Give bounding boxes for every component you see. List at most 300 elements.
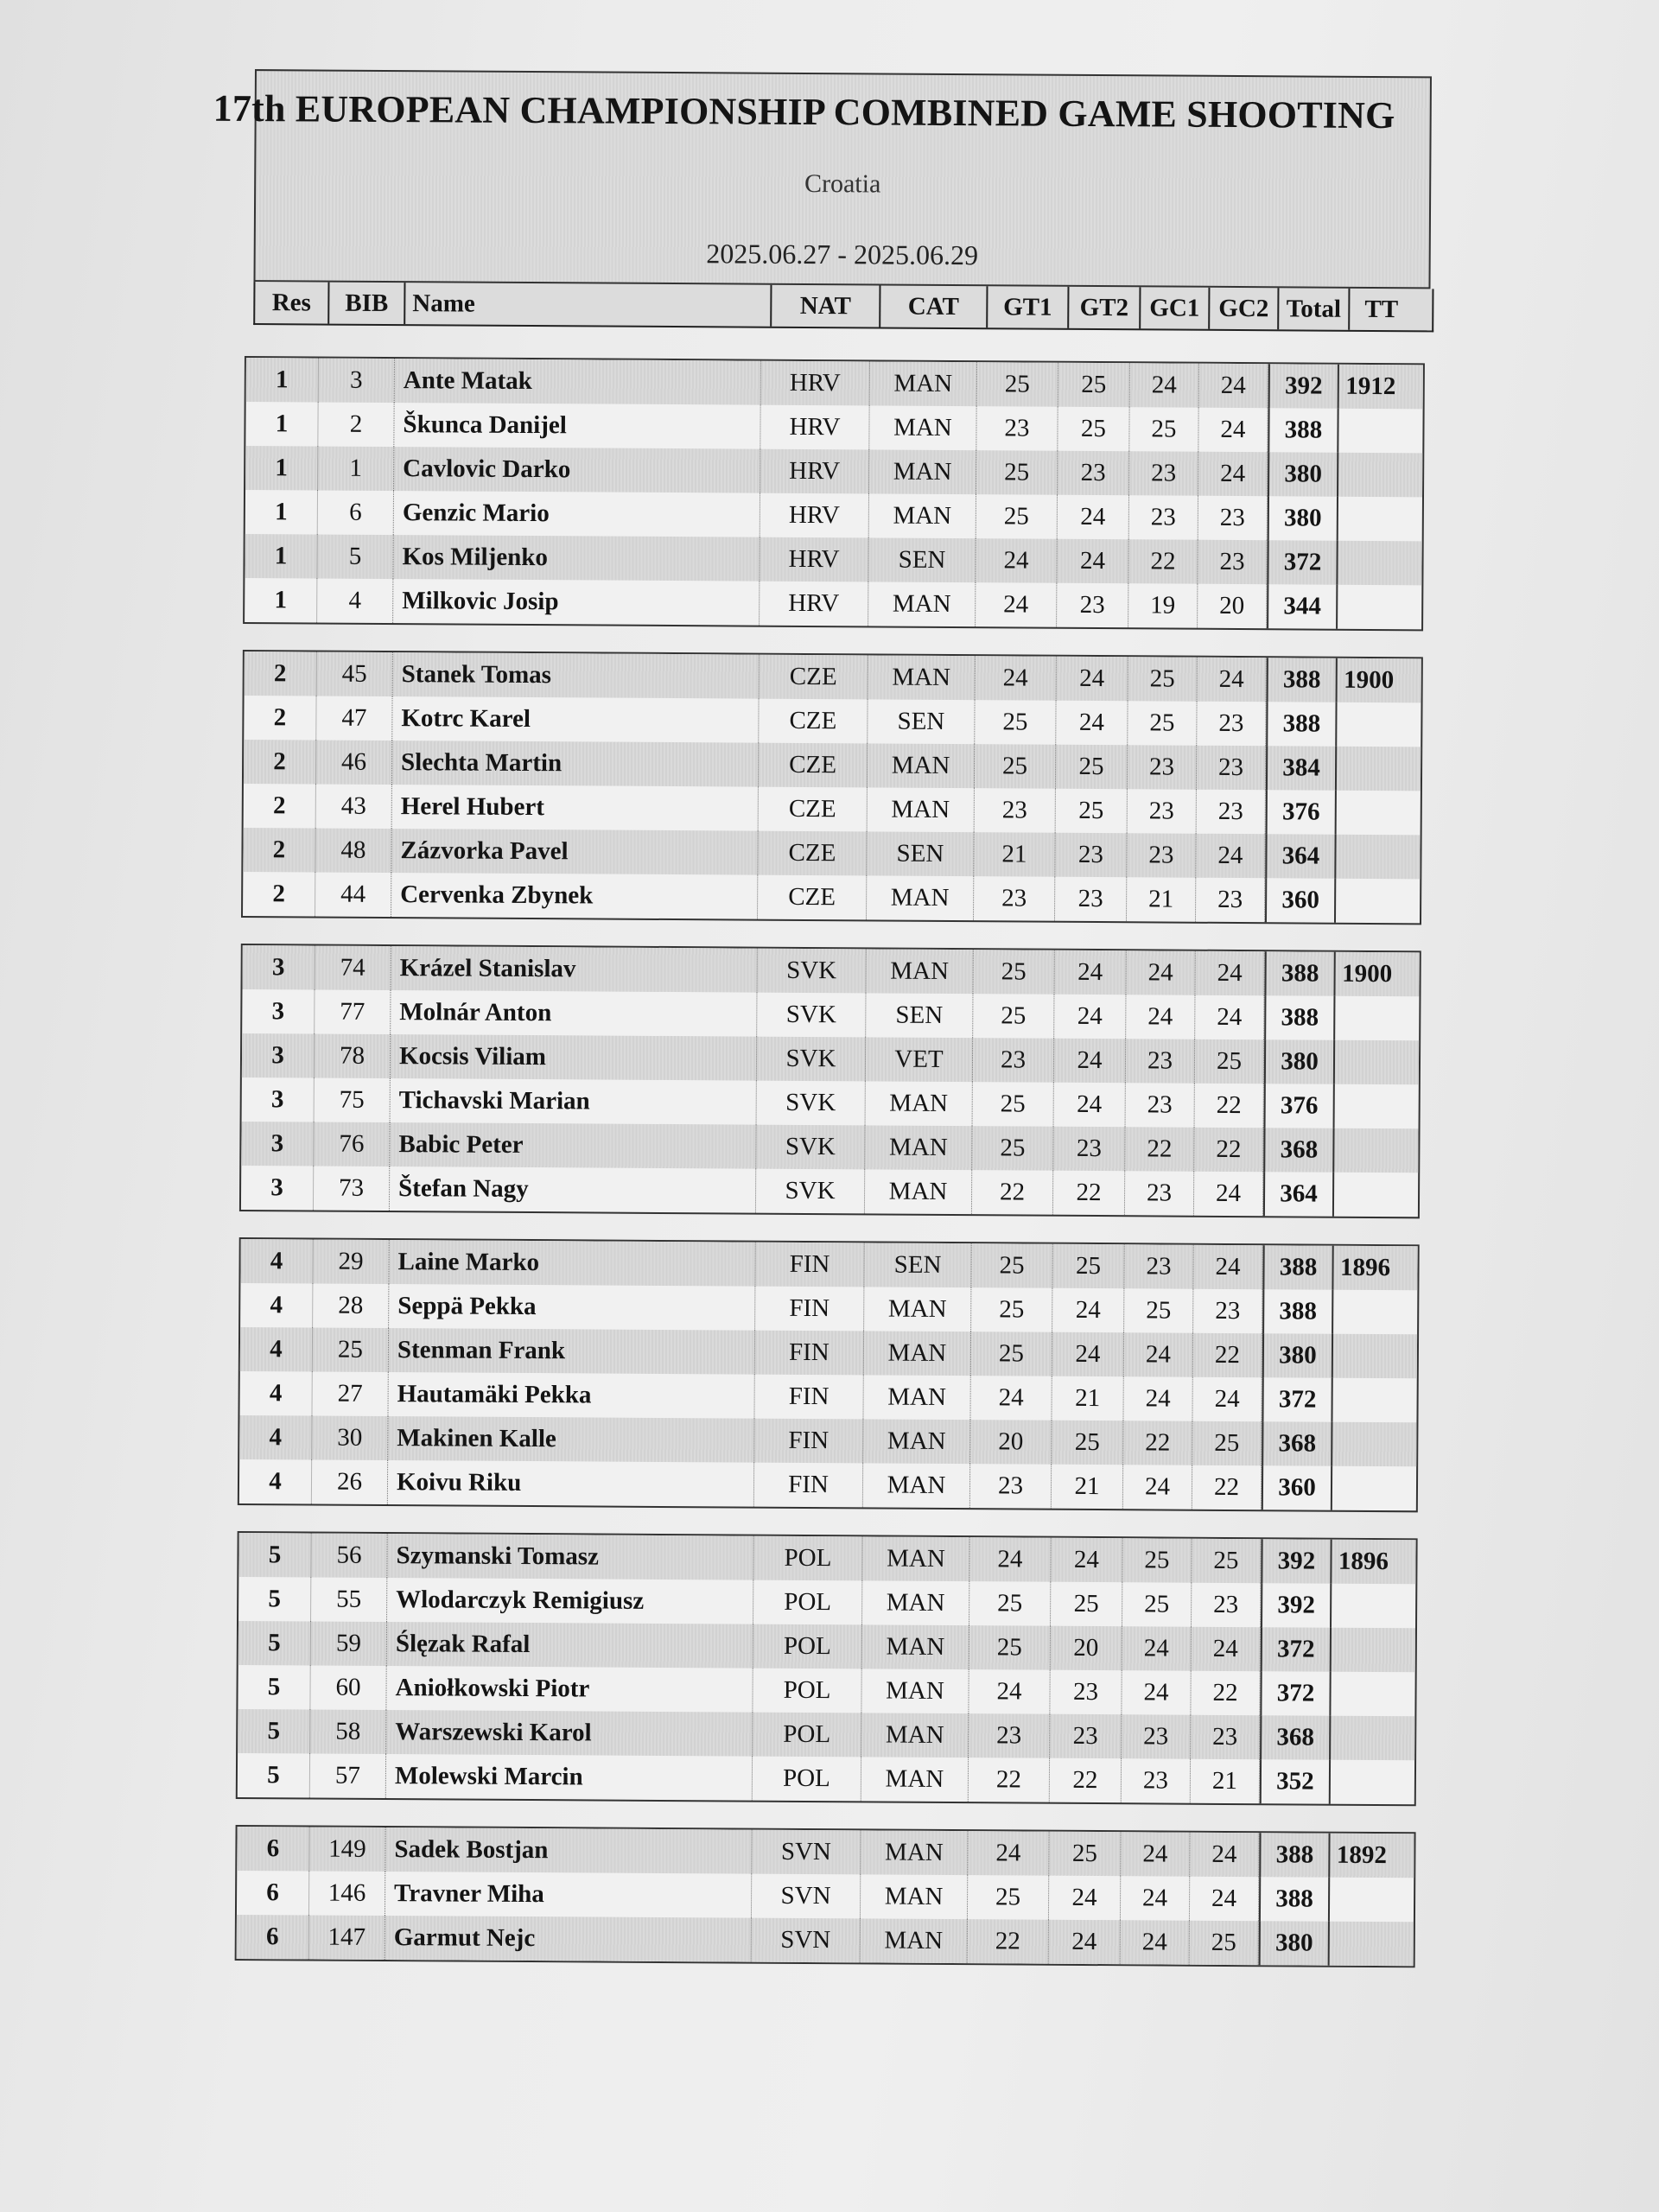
- gt1-cell: 25: [973, 1082, 1054, 1127]
- cat-cell: MAN: [862, 1536, 969, 1581]
- bib-cell: 149: [309, 1827, 385, 1872]
- table-row: [238, 1753, 1414, 1804]
- bib-cell: 43: [316, 785, 392, 830]
- gc1-cell: 25: [1128, 701, 1197, 745]
- gt1-cell: 25: [972, 1126, 1053, 1171]
- table-row: [238, 1577, 1415, 1628]
- table-row: [245, 402, 1422, 453]
- bib-cell: 47: [316, 696, 392, 741]
- gt2-cell: 25: [1052, 1244, 1124, 1289]
- total-cell: 372: [1260, 1671, 1331, 1716]
- nat-cell: SVK: [757, 1037, 866, 1082]
- team-total-cell: [1331, 1716, 1394, 1760]
- res-cell: 2: [244, 696, 316, 741]
- bib-cell: 76: [314, 1122, 390, 1167]
- team-total-cell: [1335, 1040, 1398, 1084]
- bib-cell: 146: [309, 1871, 385, 1916]
- gc2-cell: 22: [1193, 1333, 1262, 1377]
- res-cell: 3: [241, 1122, 314, 1166]
- gc2-cell: 24: [1198, 452, 1268, 496]
- bib-cell: 46: [316, 741, 392, 785]
- total-cell: 388: [1264, 995, 1335, 1039]
- total-cell: 360: [1262, 1465, 1332, 1510]
- cat-cell: MAN: [869, 405, 976, 450]
- gt1-cell: 23: [974, 876, 1055, 921]
- cat-cell: MAN: [862, 1624, 969, 1669]
- team-group: [235, 1825, 1416, 1967]
- name-cell: Molewski Marcin: [386, 1754, 753, 1801]
- table-row: [244, 784, 1421, 835]
- team-total-cell: [1333, 1290, 1396, 1334]
- team-total-cell: 1900: [1342, 959, 1393, 988]
- gc1-cell: 23: [1128, 745, 1197, 789]
- res-cell: 5: [238, 1533, 311, 1578]
- cat-cell: VET: [866, 1037, 973, 1082]
- gt2-cell: 24: [1057, 657, 1128, 702]
- res-cell: 1: [245, 578, 317, 623]
- cat-cell: MAN: [869, 493, 976, 538]
- nat-cell: CZE: [758, 875, 867, 920]
- total-cell: 380: [1259, 1921, 1330, 1965]
- table-row: [239, 1459, 1416, 1510]
- name-cell: Tichavski Marian: [391, 1078, 757, 1125]
- gt1-cell: 24: [976, 538, 1057, 583]
- cat-cell: MAN: [865, 1169, 972, 1214]
- cat-cell: MAN: [864, 1287, 971, 1332]
- gt1-cell: 25: [975, 700, 1056, 745]
- gt1-cell: 25: [969, 1625, 1051, 1670]
- bib-cell: 74: [315, 946, 391, 991]
- cat-cell: MAN: [861, 1830, 968, 1875]
- gt2-cell: 25: [1058, 407, 1129, 452]
- column-header-gc1: GC1: [1141, 287, 1210, 328]
- cat-cell: MAN: [861, 1669, 969, 1713]
- gc2-cell: 24: [1193, 1245, 1262, 1289]
- gc2-cell: 21: [1191, 1759, 1260, 1803]
- total-cell: 364: [1265, 834, 1336, 878]
- bib-cell: 48: [315, 829, 391, 874]
- team-total-cell: [1332, 1422, 1395, 1466]
- gc2-cell: 22: [1192, 1465, 1262, 1510]
- gc2-cell: 24: [1198, 408, 1268, 452]
- bib-cell: 147: [309, 1915, 385, 1960]
- gt1-cell: 25: [969, 1581, 1051, 1626]
- total-cell: 388: [1262, 1245, 1333, 1289]
- column-header-nat: NAT: [772, 285, 880, 327]
- res-cell: 1: [245, 490, 318, 535]
- gc2-cell: 24: [1196, 834, 1265, 878]
- name-cell: Aniołkowski Piotr: [386, 1666, 753, 1713]
- name-cell: Warszewski Karol: [386, 1710, 753, 1757]
- gc1-cell: 24: [1121, 1920, 1190, 1964]
- bib-cell: 59: [311, 1621, 387, 1666]
- team-total-cell: [1331, 1760, 1394, 1804]
- gc2-cell: 24: [1199, 364, 1268, 408]
- event-dates: 2025.06.27 - 2025.06.29: [706, 238, 979, 271]
- team-group: [241, 650, 1423, 925]
- gt2-cell: 25: [1051, 1582, 1122, 1627]
- table-row: [238, 1709, 1414, 1760]
- res-cell: 4: [240, 1327, 313, 1372]
- total-cell: 352: [1260, 1759, 1331, 1804]
- team-total-cell: [1337, 791, 1400, 835]
- gc2-cell: 24: [1194, 1172, 1263, 1216]
- team-total-cell: [1337, 747, 1400, 791]
- column-header-name: Name: [405, 283, 772, 327]
- res-cell: 5: [238, 1709, 310, 1754]
- gc1-cell: 24: [1121, 1832, 1190, 1876]
- nat-cell: POL: [753, 1669, 861, 1713]
- team-group: [236, 1531, 1418, 1806]
- gt1-cell: 23: [973, 1038, 1054, 1083]
- gc2-cell: 24: [1190, 1877, 1259, 1921]
- res-cell: 6: [237, 1915, 309, 1960]
- team-total-cell: 1892: [1336, 1840, 1387, 1870]
- nat-cell: SVK: [756, 1169, 865, 1214]
- nat-cell: SVN: [752, 1874, 861, 1919]
- gc2-cell: 23: [1192, 1583, 1261, 1627]
- name-cell: Wlodarczyk Remigiusz: [387, 1578, 753, 1624]
- gt2-cell: 23: [1050, 1670, 1122, 1715]
- team-group: [239, 944, 1421, 1218]
- gc2-cell: 25: [1190, 1921, 1259, 1965]
- gc2-cell: 23: [1198, 496, 1268, 540]
- name-cell: Travner Miha: [385, 1872, 752, 1918]
- name-cell: Szymanski Tomasz: [387, 1534, 753, 1580]
- gt2-cell: 24: [1054, 1039, 1126, 1084]
- gc2-cell: 22: [1195, 1084, 1264, 1128]
- name-cell: Cavlovic Darko: [394, 447, 760, 493]
- team-total-cell: [1330, 1922, 1393, 1966]
- gc1-cell: 24: [1123, 1376, 1192, 1421]
- nat-cell: SVK: [757, 993, 866, 1038]
- bib-cell: 57: [310, 1753, 386, 1798]
- name-cell: Ante Matak: [395, 359, 761, 405]
- name-cell: Seppä Pekka: [389, 1284, 755, 1331]
- table-row: [245, 578, 1421, 629]
- table-row: [242, 1033, 1419, 1084]
- gt1-cell: 25: [971, 1287, 1052, 1332]
- nat-cell: FIN: [754, 1419, 863, 1464]
- gt2-cell: 24: [1056, 701, 1128, 746]
- gc1-cell: 25: [1129, 407, 1198, 451]
- total-cell: 368: [1262, 1421, 1332, 1466]
- gc1-cell: 23: [1127, 833, 1196, 877]
- total-cell: 368: [1260, 1715, 1331, 1760]
- name-cell: Zázvorka Pavel: [391, 829, 758, 875]
- event-country: Croatia: [804, 168, 881, 199]
- gt1-cell: 24: [976, 656, 1057, 701]
- table-row: [242, 1077, 1419, 1128]
- gc2-cell: 23: [1193, 1289, 1262, 1333]
- team-total-cell: [1338, 541, 1401, 585]
- team-total-cell: [1338, 497, 1402, 541]
- table-row: [242, 989, 1419, 1040]
- name-cell: Genzic Mario: [394, 491, 760, 537]
- gt1-cell: 25: [976, 494, 1058, 539]
- table-row: [239, 1371, 1416, 1422]
- nat-cell: CZE: [758, 831, 867, 876]
- nat-cell: FIN: [755, 1243, 864, 1287]
- team-total-cell: [1336, 879, 1399, 923]
- gc1-cell: 23: [1125, 1171, 1194, 1215]
- table-row: [244, 740, 1421, 791]
- table-row: [240, 1239, 1417, 1290]
- gt1-cell: 23: [970, 1464, 1052, 1509]
- table-row: [244, 696, 1421, 747]
- nat-cell: CZE: [759, 787, 868, 832]
- res-cell: 1: [245, 402, 318, 447]
- gc1-cell: 23: [1129, 495, 1198, 539]
- cat-cell: MAN: [862, 1580, 969, 1625]
- name-cell: Koivu Riku: [388, 1460, 754, 1507]
- team-total-cell: [1332, 1466, 1395, 1510]
- team-total-cell: [1332, 1584, 1395, 1628]
- gc2-cell: 24: [1198, 658, 1267, 702]
- nat-cell: HRV: [760, 449, 869, 494]
- table-row: [237, 1827, 1414, 1878]
- gc2-cell: 22: [1191, 1671, 1260, 1715]
- gt2-cell: 20: [1051, 1626, 1122, 1671]
- total-cell: 376: [1266, 790, 1337, 834]
- name-cell: Stanek Tomas: [393, 652, 760, 699]
- nat-cell: HRV: [760, 405, 869, 450]
- total-cell: 384: [1266, 746, 1337, 790]
- results-sheet: [213, 69, 1434, 1993]
- res-cell: 2: [244, 740, 316, 785]
- table-row: [243, 828, 1420, 879]
- cat-cell: MAN: [869, 449, 976, 494]
- gc1-cell: 24: [1130, 363, 1199, 407]
- res-cell: 4: [240, 1283, 313, 1328]
- bib-cell: 55: [311, 1577, 387, 1622]
- team-total-cell: 1900: [1344, 665, 1395, 695]
- total-cell: 372: [1262, 1377, 1332, 1422]
- cat-cell: MAN: [868, 655, 976, 700]
- team-total-cell: [1335, 996, 1398, 1040]
- nat-cell: FIN: [754, 1463, 863, 1508]
- bib-cell: 44: [315, 873, 391, 918]
- table-row: [241, 1166, 1418, 1217]
- team-total-cell: [1338, 453, 1402, 497]
- cat-cell: SEN: [866, 993, 973, 1038]
- table-row: [245, 490, 1422, 541]
- cat-cell: MAN: [868, 787, 975, 832]
- total-cell: 368: [1263, 1128, 1334, 1173]
- name-cell: Kocsis Viliam: [391, 1034, 757, 1081]
- gc2-cell: 24: [1192, 1627, 1261, 1671]
- team-total-cell: [1332, 1378, 1395, 1422]
- gc1-cell: 24: [1121, 1876, 1190, 1920]
- gt2-cell: 25: [1056, 789, 1128, 834]
- bib-cell: 4: [317, 579, 393, 624]
- gc2-cell: 24: [1195, 995, 1264, 1039]
- cat-cell: MAN: [868, 582, 976, 626]
- total-cell: 392: [1268, 364, 1339, 408]
- team-total-cell: 1912: [1345, 372, 1396, 401]
- bib-cell: 1: [318, 447, 394, 492]
- bib-cell: 6: [318, 491, 394, 536]
- gt1-cell: 25: [976, 450, 1058, 495]
- total-cell: 372: [1261, 1627, 1332, 1672]
- name-cell: Makinen Kalle: [388, 1416, 754, 1463]
- gt1-cell: 21: [974, 832, 1055, 877]
- cat-cell: MAN: [867, 875, 974, 920]
- gt2-cell: 22: [1050, 1758, 1122, 1803]
- bib-cell: 27: [312, 1371, 388, 1416]
- gt1-cell: 25: [977, 362, 1058, 407]
- table-row: [245, 446, 1422, 497]
- gt1-cell: 25: [971, 1243, 1052, 1288]
- team-total-cell: [1334, 1128, 1397, 1173]
- gt2-cell: 24: [1057, 539, 1128, 584]
- res-cell: 2: [243, 872, 315, 917]
- name-cell: Sadek Bostjan: [385, 1827, 752, 1874]
- bib-cell: 73: [314, 1166, 390, 1211]
- gt2-cell: 23: [1057, 583, 1128, 628]
- column-header-total: Total: [1279, 288, 1350, 330]
- gt2-cell: 22: [1053, 1171, 1125, 1216]
- cat-cell: MAN: [863, 1463, 970, 1508]
- gt2-cell: 24: [1051, 1538, 1122, 1583]
- name-cell: Stenman Frank: [389, 1328, 755, 1375]
- table-row: [238, 1665, 1414, 1716]
- name-cell: Ślęzak Rafal: [387, 1622, 753, 1669]
- table-row: [237, 1871, 1414, 1922]
- table-row: [240, 1283, 1417, 1334]
- total-cell: 380: [1268, 496, 1338, 540]
- nat-cell: HRV: [760, 537, 868, 582]
- table-row: [245, 652, 1421, 702]
- team-total-cell: [1337, 702, 1400, 747]
- name-cell: Hautamäki Pekka: [388, 1372, 754, 1419]
- res-cell: 2: [244, 784, 316, 829]
- nat-cell: SVN: [752, 1830, 861, 1875]
- res-cell: 4: [239, 1459, 312, 1504]
- cat-cell: SEN: [868, 537, 976, 582]
- res-cell: 5: [238, 1753, 310, 1798]
- nat-cell: FIN: [754, 1375, 863, 1420]
- total-cell: 364: [1263, 1172, 1334, 1216]
- team-total-cell: [1335, 1084, 1398, 1128]
- gt2-cell: 23: [1050, 1714, 1122, 1759]
- table-row: [238, 1621, 1415, 1672]
- gt2-cell: 24: [1058, 495, 1129, 540]
- gt2-cell: 25: [1052, 1421, 1123, 1465]
- gt1-cell: 22: [972, 1170, 1053, 1215]
- gc1-cell: 25: [1128, 657, 1198, 701]
- res-cell: 3: [242, 945, 315, 990]
- total-cell: 392: [1261, 1539, 1332, 1583]
- gt1-cell: 25: [975, 744, 1056, 789]
- res-cell: 3: [241, 1166, 314, 1211]
- total-cell: 388: [1259, 1877, 1330, 1922]
- team-total-cell: [1334, 1173, 1397, 1217]
- team-total-cell: [1336, 835, 1399, 879]
- nat-cell: SVK: [757, 949, 866, 994]
- table-row: [243, 872, 1420, 923]
- gc1-cell: 25: [1122, 1538, 1192, 1582]
- gc1-cell: 24: [1122, 1626, 1192, 1670]
- nat-cell: HRV: [761, 361, 870, 406]
- team-total-cell: [1332, 1628, 1395, 1672]
- bib-cell: 28: [313, 1283, 389, 1328]
- cat-cell: MAN: [870, 361, 977, 406]
- nat-cell: FIN: [755, 1331, 864, 1376]
- gt1-cell: 20: [970, 1420, 1052, 1465]
- gc2-cell: 24: [1192, 1377, 1262, 1421]
- gt1-cell: 24: [976, 582, 1057, 627]
- gt1-cell: 22: [968, 1919, 1049, 1964]
- gc2-cell: 23: [1196, 878, 1265, 922]
- bib-cell: 78: [315, 1034, 391, 1079]
- team-group: [243, 356, 1425, 631]
- team-total-cell: [1338, 409, 1402, 453]
- nat-cell: POL: [753, 1580, 862, 1625]
- cat-cell: SEN: [867, 831, 974, 876]
- gc1-cell: 24: [1126, 995, 1195, 1039]
- bib-cell: 2: [318, 403, 394, 448]
- gc2-cell: 23: [1191, 1715, 1260, 1759]
- name-cell: Cervenka Zbynek: [391, 873, 758, 919]
- gt2-cell: 24: [1049, 1876, 1121, 1921]
- bib-cell: 3: [319, 359, 395, 404]
- res-cell: 3: [242, 989, 315, 1034]
- gt1-cell: 25: [968, 1875, 1049, 1920]
- gc1-cell: 24: [1124, 1332, 1193, 1376]
- total-cell: 388: [1259, 1833, 1330, 1878]
- column-header-res: Res: [255, 282, 329, 324]
- gt1-cell: 25: [973, 994, 1054, 1039]
- name-cell: Štefan Nagy: [390, 1166, 756, 1213]
- gc1-cell: 23: [1122, 1714, 1191, 1758]
- bib-cell: 29: [313, 1240, 389, 1285]
- name-cell: Herel Hubert: [392, 785, 759, 831]
- name-cell: Krázel Stanislav: [391, 946, 757, 993]
- team-total-cell: 1896: [1338, 1547, 1389, 1576]
- res-cell: 3: [242, 1033, 315, 1078]
- gc2-cell: 25: [1195, 1039, 1264, 1084]
- gc1-cell: 19: [1128, 583, 1198, 627]
- res-cell: 3: [242, 1077, 315, 1122]
- gt1-cell: 24: [969, 1537, 1051, 1582]
- table-row: [240, 1327, 1417, 1378]
- total-cell: 372: [1267, 540, 1338, 584]
- bib-cell: 77: [315, 990, 391, 1035]
- gc2-cell: 25: [1192, 1421, 1262, 1465]
- gc2-cell: 20: [1198, 584, 1267, 628]
- nat-cell: POL: [753, 1536, 862, 1581]
- gt2-cell: 23: [1053, 1127, 1125, 1172]
- total-cell: 392: [1261, 1583, 1332, 1627]
- gt1-cell: 23: [969, 1713, 1050, 1758]
- gt2-cell: 25: [1049, 1832, 1121, 1877]
- gt2-cell: 25: [1056, 745, 1128, 790]
- team-total-cell: [1331, 1672, 1394, 1716]
- bib-cell: 58: [310, 1709, 386, 1754]
- gc1-cell: 24: [1122, 1670, 1191, 1714]
- res-cell: 1: [246, 358, 319, 403]
- res-cell: 4: [239, 1415, 312, 1460]
- gt2-cell: 21: [1052, 1376, 1123, 1421]
- gc2-cell: 25: [1192, 1539, 1261, 1583]
- bib-cell: 25: [313, 1327, 389, 1372]
- gc1-cell: 22: [1128, 539, 1198, 583]
- res-cell: 4: [240, 1239, 313, 1284]
- total-cell: 380: [1268, 452, 1338, 496]
- gt1-cell: 25: [973, 950, 1054, 995]
- cat-cell: MAN: [865, 1125, 972, 1170]
